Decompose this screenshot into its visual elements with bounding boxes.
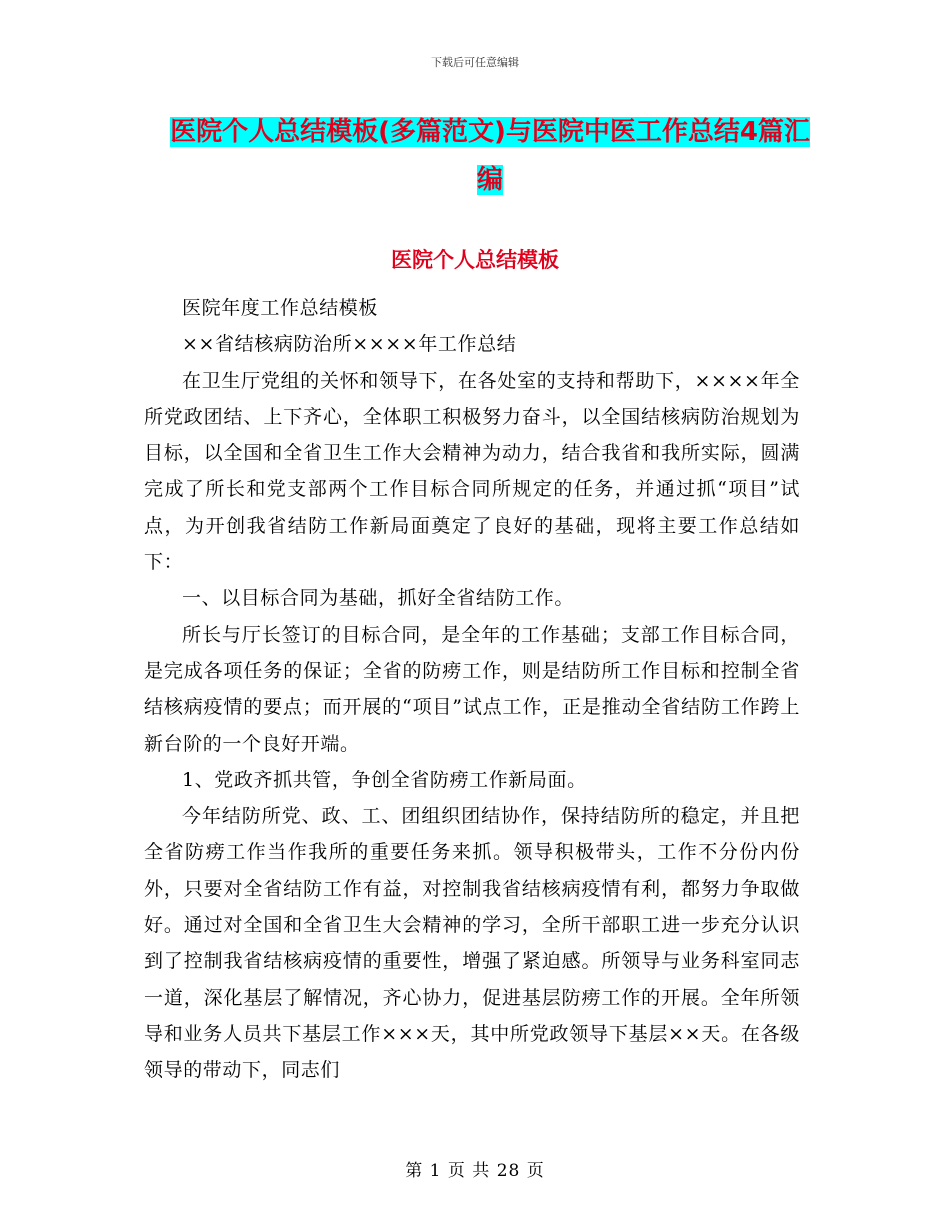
paragraph: 今年结防所党、政、工、团组织团结协作，保持结防所的稳定，并且把全省防痨工作当作我所的重要任务来抓。领导积极带头，工作不分份内份外，只要对全省结防工作有益，对控制我省结核病疫情有利，都努力争取做好。通过对全国和全省卫生大会精神的学习，全所干部职工进一步充分认识到了控制我省结核病疫情的重要性，增强了紧迫感。所领导与业务科室同志一道，深化基层了解情况，齐心协力，促进基层防痨工作的开展。全年所领导和业务人员共下基层工作×××天，其中所党政领导下基层××天。在各级领导的带动下，同志们 xyxy=(144,805,800,1082)
paragraph: ××省结核病防治所××××年工作总结 xyxy=(182,333,517,356)
header-note: 下载后可任意编辑 xyxy=(431,56,519,69)
paragraph: 1、党政齐抓共管，争创全省防痨工作新局面。 xyxy=(182,768,587,791)
document-title-text: 医院个人总结模板(多篇范文)与医院中医工作总结4篇汇编 xyxy=(170,117,810,195)
paragraph: 一、以目标合同为基础，抓好全省结防工作。 xyxy=(182,587,575,610)
paragraph: 在卫生厅党组的关怀和领导下，在各处室的支持和帮助下，××××年全所党政团结、上下齐心，全体职工积极努力奋斗，以全国结核病防治规划为目标，以全国和全省卫生工作大会精神为动力，结合我省和我所实际，圆满完成了所长和党支部两个工作目标合同所规定的任务，并通过抓“项目”试点，为开创我省结防工作新局面奠定了良好的基础，现将主要工作总结如下： xyxy=(144,369,800,574)
body-text xyxy=(144,290,800,1089)
section-title: 医院个人总结模板 xyxy=(391,248,559,272)
page-footer: 第 1 页 共 28 页 xyxy=(405,1161,545,1181)
paragraph: 医院年度工作总结模板 xyxy=(182,297,379,319)
paragraph: 所长与厅长签订的目标合同，是全年的工作基础；支部工作目标合同，是完成各项任务的保证；全省的防痨工作，则是结防所工作目标和控制全省结核病疫情的要点；而开展的“项目”试点工作，正是推动全省结防工作跨上新台阶的一个良好开端。 xyxy=(144,623,800,755)
document-title xyxy=(160,108,820,204)
